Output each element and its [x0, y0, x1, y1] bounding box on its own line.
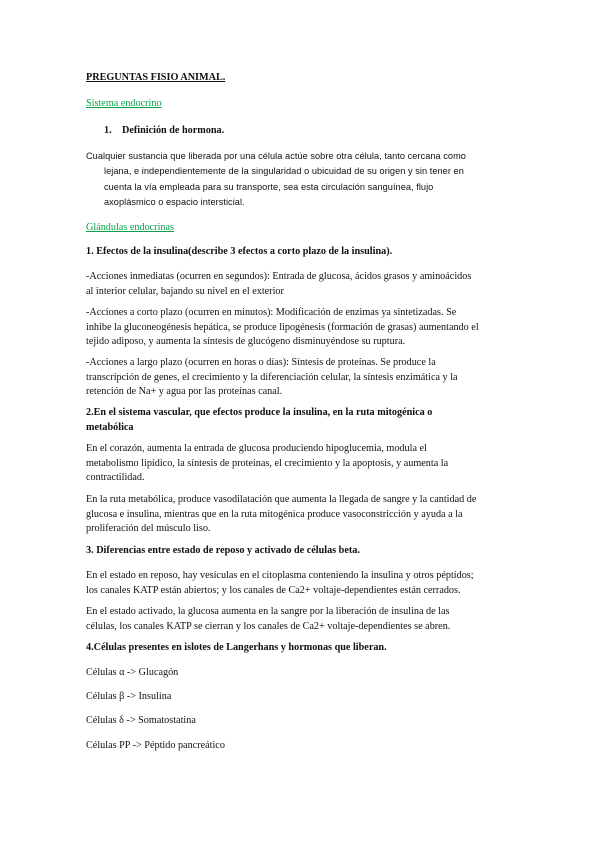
- paragraph-line: -Acciones inmediatas (ocurren en segundos): Entrada de glucosa, ácidos grasos y aminoácidos: [86, 271, 472, 282]
- cell-hormone-item: Células δ -> Somatostatina: [86, 715, 196, 726]
- paragraph-line: En el corazón, aumenta la entrada de glucosa produciendo hipoglucemia, modula el: [86, 443, 427, 454]
- cell-hormone-item: Células PP -> Péptido pancreático: [86, 740, 225, 751]
- definition-line: cuenta la vía empleada para su transporte, sea esta circulación sanguínea, flujo: [104, 181, 434, 192]
- paragraph-line: -Acciones a corto plazo (ocurren en minutos): Modificación de enzimas ya sintetizadas. Se: [86, 307, 457, 318]
- question-1-heading: Definición de hormona.: [122, 125, 225, 136]
- insulin-short-term-actions: [86, 306, 516, 350]
- definition-line: axoplásmico o espacio intersticial.: [104, 197, 245, 208]
- paragraph-line: metabolismo lipídico, la síntesis de proteínas, el crecimiento y la apoptosis, y aumenta la: [86, 457, 449, 469]
- langerhans-heading: 4.Células presentes en islotes de Langerhans y hormonas que liberan.: [86, 642, 387, 653]
- heading-line: metabólica: [86, 421, 134, 433]
- definition-line: lejana, e independientemente de la singularidad o ubicuidad de su origen y sin tener en: [104, 166, 464, 177]
- vascular-effects-heading: [86, 406, 516, 435]
- paragraph-line: al interior celular, bajando su nivel en el exterior: [86, 285, 284, 297]
- paragraph-line: transcripción de genes, el crecimiento y la diferenciación celular, la síntesis enzimática y la: [86, 371, 458, 383]
- beta-rest-paragraph: [86, 569, 516, 598]
- insulin-long-term-actions: [86, 356, 516, 400]
- paragraph-line: contractilidad.: [86, 472, 145, 484]
- paragraph-line: inhibe la gluconeogénesis hepática, se produce lipogénesis (formación de grasas) aumentando el: [86, 321, 479, 333]
- paragraph-line: glucosa e insulina, mientras que en la ruta mitogénica produce vasoconstricción y ayuda a la: [86, 508, 463, 520]
- paragraph-line: retención de Na+ y agua por las proteínas canal.: [86, 386, 283, 398]
- document-title: PREGUNTAS FISIO ANIMAL.: [86, 72, 226, 83]
- paragraph-line: los canales KATP están abiertos; y los canales de Ca2+ voltaje-dependientes están cerrados.: [86, 584, 461, 596]
- paragraph-line: En la ruta metabólica, produce vasodilatación que aumenta la llegada de sangre y la cantidad de: [86, 494, 477, 505]
- vascular-heart-paragraph: [86, 442, 516, 486]
- insulin-effects-heading: 1. Efectos de la insulina(describe 3 efectos a corto plazo de la insulina).: [86, 246, 393, 257]
- paragraph-line: células, los canales KATP se cierran y los canales de Ca2+ voltaje-dependientes se abren.: [86, 620, 451, 632]
- question-1-number: 1.: [104, 125, 112, 136]
- paragraph-line: -Acciones a largo plazo (ocurren en horas o días): Síntesis de proteínas. Se produce la: [86, 357, 436, 368]
- vascular-pathways-paragraph: [86, 493, 516, 537]
- paragraph-line: En el estado en reposo, hay vesículas en el citoplasma conteniendo la insulina y otros péptidos;: [86, 570, 474, 581]
- section-heading-glands: Glándulas endocrinas: [86, 222, 174, 233]
- paragraph-line: tejido adiposo, y aumenta la síntesis de glucógeno disminuyéndose su ruptura.: [86, 336, 406, 348]
- insulin-immediate-actions: [86, 270, 516, 299]
- definition-line: Cualquier sustancia que liberada por una célula actúe sobre otra célula, tanto cercana como: [86, 151, 466, 161]
- paragraph-line: En el estado activado, la glucosa aumenta en la sangre por la liberación de insulina de las: [86, 606, 450, 617]
- hormone-definition: [86, 149, 516, 211]
- paragraph-line: proliferación del músculo liso.: [86, 523, 211, 535]
- heading-line: 2.En el sistema vascular, que efectos produce la insulina, en la ruta mitogénica o: [86, 407, 433, 418]
- beta-cells-heading: 3. Diferencias entre estado de reposo y activado de células beta.: [86, 545, 360, 556]
- cell-hormone-item: Células α -> Glucagón: [86, 667, 179, 678]
- section-heading-endocrine: Sistema endocrino: [86, 98, 162, 109]
- beta-active-paragraph: [86, 605, 516, 634]
- cell-hormone-item: Células β -> Insulina: [86, 691, 172, 702]
